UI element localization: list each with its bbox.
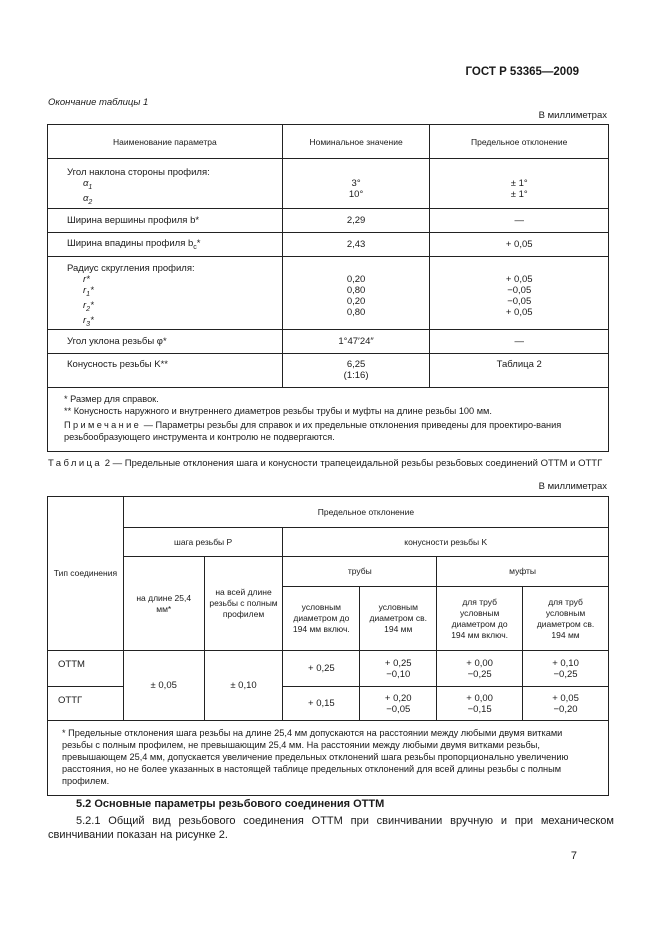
row-nominal: 3° — [351, 178, 361, 189]
col-pipe-gt194: условным диаметром св. 194 мм — [360, 587, 437, 651]
section-paragraph: 5.2.1 Общий вид резьбового соединения ОТТМ при свинчивании вручную и при механическом свинчивании показан на рисунке 2. — [48, 815, 614, 841]
col-conn-type: Тип соединения — [48, 497, 124, 651]
table1-note — [64, 420, 592, 443]
row-tolerance: ± 1° — [510, 178, 528, 189]
row-param-symbol: $r_1*$ — [83, 284, 94, 298]
row-tolerance: + 0,05 — [505, 306, 533, 318]
col-taper: конусности резьбы K — [283, 528, 609, 557]
pitch-full-value: ± 0,10 — [204, 651, 283, 721]
footnote: ** Конусность наружного и внутреннего диаметров резьбы трубы и муфты на длине резьбы 100 мм. — [64, 405, 492, 416]
table-row — [48, 232, 609, 256]
col-pitch-full: на всей длине резьбы с полным профилем — [204, 557, 283, 651]
row-type: ОТТГ — [48, 687, 124, 721]
col-pipe-le194: условным диаметром до 194 мм включ. — [283, 587, 360, 651]
row-nominal: 0,20 — [346, 273, 366, 285]
row-param-symbol: $\alpha_1$ — [83, 178, 93, 191]
table2 — [47, 496, 609, 796]
coup-le194-value: + 0,00 −0,15 — [437, 687, 523, 721]
row-nominal: 0,20 — [346, 295, 366, 307]
col-pitch-254: на длине 25,4 мм* — [123, 557, 204, 651]
table2-caption: Таблица 2 — Предельные отклонения шага и конусности трапецеидальной резьбы резьбовых соединений ОТТМ и ОТТГ — [48, 458, 603, 469]
row-type: ОТТМ — [48, 651, 124, 687]
row-param-name: Конусность резьбы K** — [67, 359, 168, 371]
row-nominal: 10° — [348, 189, 364, 200]
table1-units: В миллиметрах — [538, 110, 607, 121]
row-nominal: 6,25 — [346, 359, 366, 371]
row-tolerance: −0,05 — [507, 295, 532, 307]
row-param-name: Ширина впадины профиля $b_c*$ — [67, 237, 201, 251]
table-row — [48, 651, 609, 687]
row-tolerance: ± 1° — [510, 189, 528, 200]
note-text: — Параметры резьбы для справок и их предельные отклонения приведены для проектиро-вания резьбообразующего инструмента и контролю не подвергаются. — [64, 420, 562, 442]
row-nominal: 0,80 — [346, 284, 366, 296]
row-param-name: Угол уклона резьбы φ* — [67, 336, 167, 348]
table-row — [48, 208, 609, 232]
pitch-254-value: ± 0,05 — [123, 651, 204, 721]
document-code: ГОСТ Р 53365—2009 — [465, 66, 579, 78]
pipe-le194-value: + 0,15 — [283, 687, 360, 721]
table1-caption: Окончание таблицы 1 — [48, 97, 149, 108]
row-param-symbol: $r_3*$ — [83, 314, 94, 328]
row-param-name: Угол наклона стороны профиля: — [67, 167, 210, 178]
table-row — [48, 330, 609, 354]
row-nominal: (1:16) — [343, 370, 369, 382]
table1-col-tolerance: Предельное отклонение — [430, 125, 609, 159]
col-coup-gt194: для труб условным диаметром св. 194 мм — [523, 587, 609, 651]
row-tolerance: Таблица 2 — [496, 359, 542, 371]
row-param-name: Ширина вершины профиля b* — [67, 214, 200, 226]
table1-col-param: Наименование параметра — [48, 125, 283, 159]
col-limit-dev: Предельное отклонение — [123, 497, 608, 528]
table-row — [48, 354, 609, 388]
row-param-symbol: $r_2*$ — [83, 299, 94, 313]
table1-header-row — [48, 125, 609, 159]
table-row — [48, 159, 609, 209]
row-param-symbol: r* — [83, 273, 90, 285]
table2-units: В миллиметрах — [538, 481, 607, 492]
row-tolerance: — — [514, 214, 524, 226]
section-heading: 5.2 Основные параметры резьбового соединения ОТТМ — [76, 798, 385, 810]
col-pipes: трубы — [283, 557, 437, 587]
table2-footnote-row — [48, 721, 609, 796]
row-nominal: 0,80 — [346, 306, 366, 318]
col-pitch: шага резьбы P — [123, 528, 283, 557]
row-param-name: Радиус скругления профиля: — [67, 262, 195, 274]
col-couplings: муфты — [437, 557, 609, 587]
row-nominal: 2,43 — [346, 238, 366, 250]
row-tolerance: + 0,05 — [505, 273, 533, 285]
footnote: * Размер для справок. — [64, 394, 159, 405]
row-param-symbol: $\alpha_2$ — [83, 192, 93, 206]
coup-gt194-value: + 0,05 −0,20 — [523, 687, 609, 721]
pipe-gt194-value: + 0,20 −0,05 — [360, 687, 437, 721]
coup-le194-value: + 0,00 −0,25 — [437, 651, 523, 687]
note-label: Примечание — [64, 420, 142, 431]
coup-gt194-value: + 0,10 −0,25 — [523, 651, 609, 687]
col-coup-le194: для труб условным диаметром до 194 мм включ. — [437, 587, 523, 651]
row-nominal: 1°47′24″ — [338, 336, 374, 348]
table1-footnotes-row — [48, 388, 609, 452]
row-tolerance: — — [514, 336, 524, 348]
row-tolerance: −0,05 — [507, 284, 532, 296]
pipe-le194-value: + 0,25 — [283, 651, 360, 687]
row-nominal: 2,29 — [346, 214, 366, 226]
footnote: * Предельные отклонения шага резьбы на длине 25,4 мм допускаются на расстоянии между любыми двумя витками резьбы с полным профилем, не превышающим 25,4 мм. На расстоянии между любыми двумя витками резьбы, превышающем 25,4 мм, допускается увеличение предельных отклонений шага резьбы пропорционально увеличению расстояния, но не более указанных в настоящей таблице предельных отклонений для всей длины резьбы с полным профилем. — [48, 721, 609, 796]
row-tolerance: + 0,05 — [505, 238, 533, 250]
pipe-gt194-value: + 0,25 −0,10 — [360, 651, 437, 687]
table1-col-nominal: Номинальное значение — [282, 125, 430, 159]
table1 — [47, 124, 609, 452]
page-number: 7 — [570, 850, 577, 862]
table-row — [48, 256, 609, 330]
